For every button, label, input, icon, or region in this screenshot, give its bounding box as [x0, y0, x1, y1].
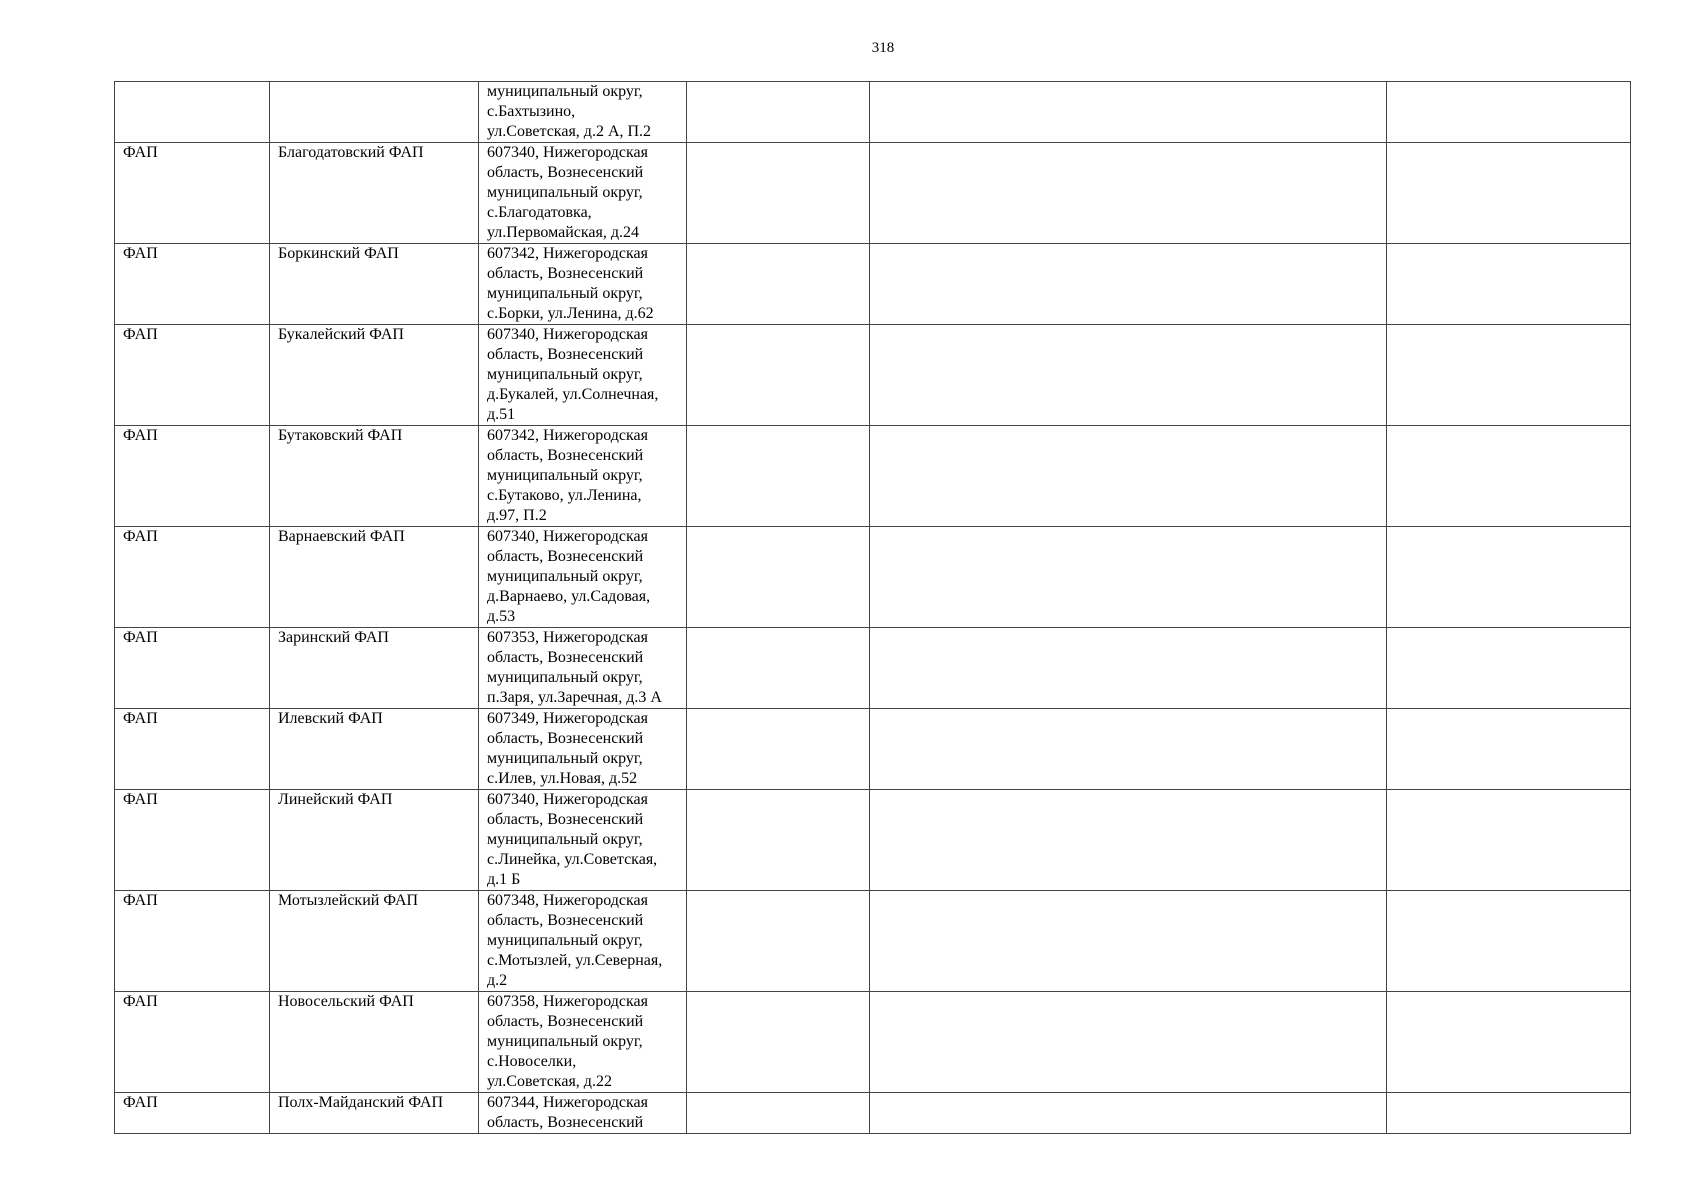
address-line: с.Илев, ул.Новая, д.52	[487, 770, 638, 787]
address-line: с.Бутаково, ул.Ленина,	[487, 487, 642, 504]
table-row	[115, 143, 1631, 244]
address-line: 607340, Нижегородская	[487, 326, 648, 343]
empty-cell-5	[870, 426, 1387, 527]
facility-type-cell: ФАП	[115, 527, 270, 628]
empty-cell-5	[870, 527, 1387, 628]
address-line: 607358, Нижегородская	[487, 993, 648, 1010]
empty-cell-4	[687, 1093, 870, 1134]
empty-cell-4	[687, 992, 870, 1093]
address-line: с.Новоселки,	[487, 1053, 577, 1070]
table-body	[115, 82, 1631, 1134]
facilities-table	[114, 81, 1631, 1134]
address-line: д.2	[487, 972, 508, 989]
facility-name-cell: Илевский ФАП	[270, 709, 479, 790]
empty-cell-6	[1387, 628, 1631, 709]
empty-cell-6	[1387, 325, 1631, 426]
facility-type-cell: ФАП	[115, 891, 270, 992]
empty-cell-5	[870, 790, 1387, 891]
address-line: область, Вознесенский	[487, 649, 644, 666]
empty-cell-6	[1387, 1093, 1631, 1134]
facility-name-cell: Боркинский ФАП	[270, 244, 479, 325]
address-line: 607349, Нижегородская	[487, 710, 648, 727]
empty-cell-6	[1387, 143, 1631, 244]
address-line: п.Заря, ул.Заречная, д.3 А	[487, 689, 662, 706]
facility-address-cell	[479, 628, 687, 709]
address-line: с.Благодатовка,	[487, 204, 592, 221]
address-line: д.53	[487, 608, 516, 625]
address-line: муниципальный округ,	[487, 366, 643, 383]
facility-address-cell	[479, 709, 687, 790]
empty-cell-6	[1387, 244, 1631, 325]
address-line: с.Линейка, ул.Советская,	[487, 851, 658, 868]
address-line: область, Вознесенский	[487, 912, 644, 929]
address-line: область, Вознесенский	[487, 1013, 644, 1030]
facility-name-cell: Мотызлейский ФАП	[270, 891, 479, 992]
empty-cell-5	[870, 891, 1387, 992]
address-line: д.1 Б	[487, 871, 521, 888]
address-line: 607348, Нижегородская	[487, 892, 648, 909]
table-row	[115, 709, 1631, 790]
empty-cell-6	[1387, 426, 1631, 527]
address-line: ул.Советская, д.2 А, П.2	[487, 123, 652, 140]
facility-type-cell	[115, 82, 270, 143]
address-line: муниципальный округ,	[487, 831, 643, 848]
address-line: область, Вознесенский	[487, 548, 644, 565]
facility-name-cell: Бутаковский ФАП	[270, 426, 479, 527]
address-line: область, Вознесенский	[487, 730, 644, 747]
facility-name-cell: Букалейский ФАП	[270, 325, 479, 426]
empty-cell-5	[870, 709, 1387, 790]
facility-type-cell: ФАП	[115, 992, 270, 1093]
empty-cell-6	[1387, 82, 1631, 143]
table-row	[115, 426, 1631, 527]
facility-name-cell: Благодатовский ФАП	[270, 143, 479, 244]
facility-address-cell	[479, 790, 687, 891]
table-row	[115, 325, 1631, 426]
empty-cell-4	[687, 891, 870, 992]
address-line: 607342, Нижегородская	[487, 245, 648, 262]
address-line: область, Вознесенский	[487, 164, 644, 181]
address-line: муниципальный округ,	[487, 568, 643, 585]
facility-address-cell	[479, 143, 687, 244]
address-line: муниципальный округ,	[487, 285, 643, 302]
address-line: 607342, Нижегородская	[487, 427, 648, 444]
empty-cell-4	[687, 244, 870, 325]
table-row	[115, 790, 1631, 891]
document-table-container	[114, 81, 1631, 1134]
address-line: область, Вознесенский	[487, 346, 644, 363]
facility-name-cell	[270, 82, 479, 143]
facility-address-cell	[479, 527, 687, 628]
table-row	[115, 891, 1631, 992]
address-line: 607340, Нижегородская	[487, 791, 648, 808]
address-line: муниципальный округ,	[487, 669, 643, 686]
address-line: область, Вознесенский	[487, 811, 644, 828]
empty-cell-4	[687, 709, 870, 790]
address-line: муниципальный округ,	[487, 1033, 643, 1050]
table-row	[115, 82, 1631, 143]
empty-cell-5	[870, 143, 1387, 244]
empty-cell-4	[687, 82, 870, 143]
table-row	[115, 1093, 1631, 1134]
facility-name-cell: Линейский ФАП	[270, 790, 479, 891]
address-line: с.Мотызлей, ул.Северная,	[487, 952, 663, 969]
address-line: д.Букалей, ул.Солнечная,	[487, 386, 659, 403]
facility-name-cell: Новосельский ФАП	[270, 992, 479, 1093]
facility-name-cell: Варнаевский ФАП	[270, 527, 479, 628]
facility-address-cell	[479, 891, 687, 992]
empty-cell-6	[1387, 891, 1631, 992]
facility-address-cell	[479, 1093, 687, 1134]
table-row	[115, 992, 1631, 1093]
facility-type-cell: ФАП	[115, 244, 270, 325]
address-line: 607353, Нижегородская	[487, 629, 648, 646]
empty-cell-5	[870, 1093, 1387, 1134]
facility-address-cell	[479, 244, 687, 325]
empty-cell-4	[687, 143, 870, 244]
table-row	[115, 527, 1631, 628]
facility-type-cell: ФАП	[115, 709, 270, 790]
empty-cell-4	[687, 325, 870, 426]
address-line: область, Вознесенский	[487, 1114, 644, 1131]
table-row	[115, 244, 1631, 325]
address-line: муниципальный округ,	[487, 83, 643, 100]
facility-address-cell	[479, 82, 687, 143]
page-number: 318	[871, 40, 895, 56]
empty-cell-4	[687, 426, 870, 527]
address-line: д.51	[487, 406, 516, 423]
facility-address-cell	[479, 992, 687, 1093]
empty-cell-6	[1387, 709, 1631, 790]
empty-cell-4	[687, 790, 870, 891]
facility-name-cell: Заринский ФАП	[270, 628, 479, 709]
table-row	[115, 628, 1631, 709]
address-line: 607340, Нижегородская	[487, 144, 648, 161]
empty-cell-6	[1387, 527, 1631, 628]
address-line: муниципальный округ,	[487, 750, 643, 767]
facility-address-cell	[479, 426, 687, 527]
facility-type-cell: ФАП	[115, 790, 270, 891]
empty-cell-5	[870, 82, 1387, 143]
address-line: область, Вознесенский	[487, 265, 644, 282]
facility-name-cell: Полх-Майданский ФАП	[270, 1093, 479, 1134]
empty-cell-6	[1387, 790, 1631, 891]
facility-type-cell: ФАП	[115, 426, 270, 527]
address-line: 607340, Нижегородская	[487, 528, 648, 545]
address-line: муниципальный округ,	[487, 932, 643, 949]
facility-type-cell: ФАП	[115, 1093, 270, 1134]
empty-cell-5	[870, 244, 1387, 325]
address-line: муниципальный округ,	[487, 184, 643, 201]
address-line: с.Борки, ул.Ленина, д.62	[487, 305, 654, 322]
empty-cell-5	[870, 992, 1387, 1093]
address-line: 607344, Нижегородская	[487, 1094, 648, 1111]
address-line: ул.Первомайская, д.24	[487, 224, 639, 241]
address-line: ул.Советская, д.22	[487, 1073, 612, 1090]
facility-type-cell: ФАП	[115, 143, 270, 244]
empty-cell-4	[687, 628, 870, 709]
facility-type-cell: ФАП	[115, 325, 270, 426]
empty-cell-5	[870, 325, 1387, 426]
address-line: область, Вознесенский	[487, 447, 644, 464]
address-line: д.97, П.2	[487, 507, 547, 524]
address-line: с.Бахтызино,	[487, 103, 576, 120]
address-line: д.Варнаево, ул.Садовая,	[487, 588, 651, 605]
empty-cell-6	[1387, 992, 1631, 1093]
empty-cell-4	[687, 527, 870, 628]
facility-type-cell: ФАП	[115, 628, 270, 709]
facility-address-cell	[479, 325, 687, 426]
address-line: муниципальный округ,	[487, 467, 643, 484]
empty-cell-5	[870, 628, 1387, 709]
